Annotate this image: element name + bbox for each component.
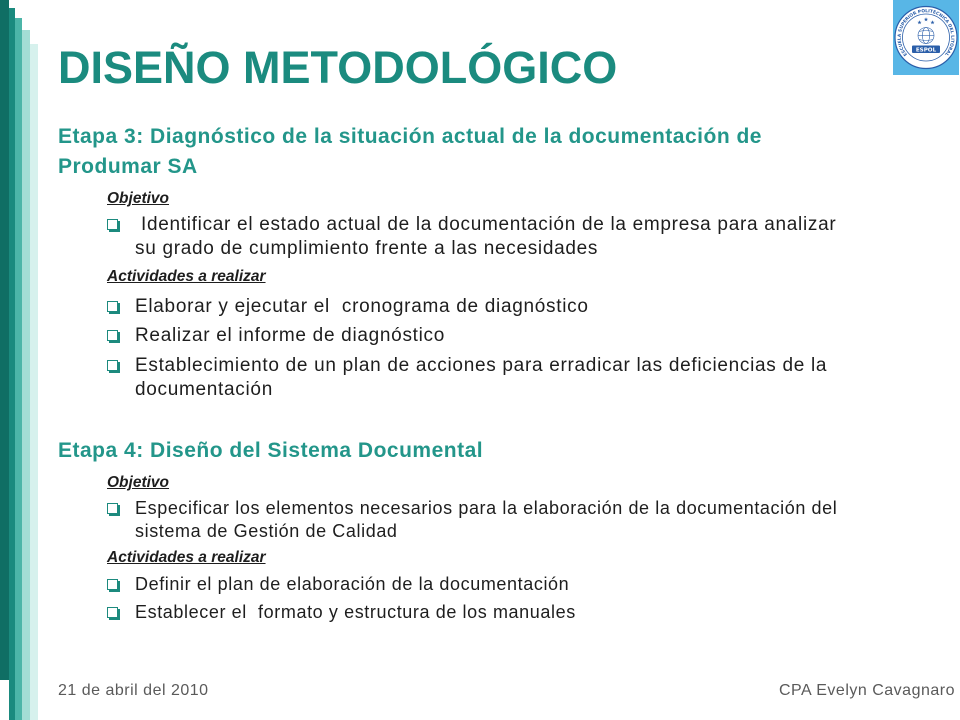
bullet-text: Establecimiento de un plan de acciones para erradicar las deficiencias de la documentación	[135, 355, 834, 400]
bullet-text: Definir el plan de elaboración de la documentación	[135, 574, 570, 594]
bullet-text: Identificar el estado actual de la documentación de la empresa para analizar su grado de cumplimiento frente a las necesidades	[135, 214, 843, 259]
footer-date: 21 de abril del 2010	[58, 682, 209, 699]
espol-seal-icon	[893, 0, 959, 75]
list-item	[107, 497, 875, 543]
footer-author: CPA Evelyn Cavagnaro	[778, 682, 955, 699]
list-item	[107, 601, 875, 624]
espol-logo	[893, 0, 959, 75]
slide-title: DISEÑO METODOLÓGICO	[58, 42, 618, 93]
bullet-text: Especificar los elementos necesarios para la elaboración de la documentación del sistema de Gestión de Calidad	[135, 498, 843, 541]
list-item	[107, 213, 850, 261]
hollow-square-bullet-icon	[107, 330, 118, 341]
activities-label: Actividades a realizar	[107, 549, 266, 566]
hollow-square-bullet-icon	[107, 607, 118, 618]
decorative-stripe	[30, 44, 38, 720]
stage-heading: Etapa 3: Diagnóstico de la situación actual de la documentación de Produmar SA	[58, 125, 762, 178]
hollow-square-bullet-icon	[107, 579, 118, 590]
list-item	[107, 573, 875, 596]
list-item	[107, 295, 850, 319]
objective-label: Objetivo	[107, 190, 170, 207]
seal-abbreviation: ESPOL	[915, 47, 937, 54]
activities-label: Actividades a realizar	[107, 268, 266, 285]
list-item	[107, 324, 850, 348]
bullet-text: Establecer el formato y estructura de los manuales	[135, 602, 576, 622]
hollow-square-bullet-icon	[107, 503, 118, 514]
decorative-stripe	[15, 18, 22, 720]
objective-label: Objetivo	[107, 474, 170, 491]
list-item	[107, 354, 850, 402]
seal-ring-textpath: ESCUELA SUPERIOR POLITECNICA DEL LITORAL	[897, 9, 955, 57]
bullet-text: Realizar el informe de diagnóstico	[135, 325, 446, 346]
decorative-stripe	[0, 0, 9, 680]
stage-heading: Etapa 4: Diseño del Sistema Documental	[58, 439, 484, 462]
bullet-text: Elaborar y ejecutar el cronograma de diagnóstico	[135, 296, 589, 317]
hollow-square-bullet-icon	[107, 360, 118, 371]
seal-outer-ring	[895, 7, 957, 69]
hollow-square-bullet-icon	[107, 301, 118, 312]
hollow-square-bullet-icon	[107, 219, 118, 230]
decorative-stripe	[22, 30, 30, 720]
